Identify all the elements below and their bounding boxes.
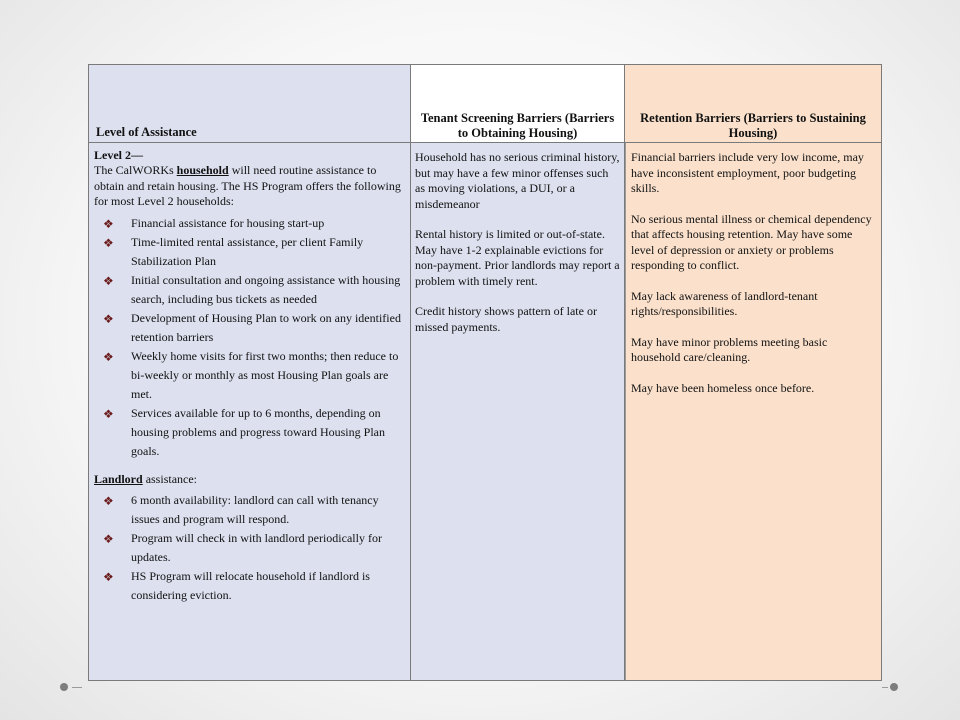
retention-text bbox=[631, 150, 877, 396]
level-intro bbox=[94, 163, 404, 210]
landlord-word: Landlord bbox=[94, 471, 143, 486]
retention-paragraph: No serious mental illness or chemical dependency that affects housing retention. May have some level of depression or anxiety or problems responding to conflict. bbox=[631, 211, 872, 272]
footer-rule-right bbox=[882, 687, 888, 688]
household-service-item-text: Services available for up to 6 months, depending on housing problems and progress toward Housing Plan goals. bbox=[131, 405, 385, 458]
header-retention bbox=[625, 65, 881, 143]
paragraph-gap bbox=[415, 212, 620, 227]
household-service-item bbox=[94, 214, 404, 233]
retention-paragraph: May have minor problems meeting basic household care/cleaning. bbox=[631, 334, 828, 364]
tenant-screening-paragraph: Rental history is limited or out-of-state. May have 1-2 explainable evictions for non-payment. Prior landlords may report a problem with timely rent. bbox=[415, 227, 620, 288]
landlord-service-item bbox=[94, 491, 404, 529]
household-service-item bbox=[94, 347, 404, 404]
retention-paragraph: Financial barriers include very low income, may have inconsistent employment, poor budgeting skills. bbox=[631, 150, 864, 195]
diamond-bullet-icon: ❖ bbox=[103, 349, 114, 364]
landlord-heading bbox=[94, 472, 404, 488]
household-service-item-text: Time-limited rental assistance, per client Family Stabilization Plan bbox=[131, 234, 364, 268]
paragraph-gap bbox=[631, 320, 877, 335]
intro-household: household bbox=[176, 163, 229, 177]
household-service-item bbox=[94, 271, 404, 309]
header-tenant-screening bbox=[411, 65, 625, 143]
household-service-item bbox=[94, 233, 404, 271]
household-service-item bbox=[94, 404, 404, 461]
tenant-screening-cell bbox=[411, 143, 625, 680]
left-slide-dot bbox=[60, 683, 68, 691]
retention-paragraph: May lack awareness of landlord-tenant rights/responsibilities. bbox=[631, 288, 818, 318]
diamond-bullet-icon: ❖ bbox=[103, 406, 114, 421]
household-service-item-text: Financial assistance for housing start-up bbox=[131, 215, 325, 230]
landlord-service-item bbox=[94, 567, 404, 605]
landlord-services-list bbox=[94, 491, 404, 605]
tenant-screening-paragraph: Credit history shows pattern of late or missed payments. bbox=[415, 304, 597, 334]
intro-suffix: will need routine assistance to obtain and retain housing. The HS Program offers the following for most Level 2 households: bbox=[94, 163, 401, 208]
landlord-service-item-text: HS Program will relocate household if landlord is considering eviction. bbox=[131, 569, 370, 602]
household-service-item-text: Development of Housing Plan to work on any identified retention barriers bbox=[131, 310, 401, 344]
household-service-item bbox=[94, 309, 404, 347]
landlord-service-item-text: Program will check in with landlord periodically for updates. bbox=[131, 531, 382, 564]
paragraph-gap bbox=[415, 289, 620, 304]
landlord-suffix: assistance: bbox=[142, 471, 198, 486]
household-service-item-text: Initial consultation and ongoing assistance with housing search, including bus tickets as needed bbox=[131, 272, 401, 306]
diamond-bullet-icon: ❖ bbox=[103, 494, 114, 508]
footer-rule-left bbox=[72, 687, 82, 688]
diamond-bullet-icon: ❖ bbox=[103, 570, 114, 584]
paragraph-gap bbox=[631, 366, 877, 381]
retention-paragraph: May have been homeless once before. bbox=[631, 380, 815, 395]
header-level-label: Level of Assistance bbox=[96, 125, 197, 139]
intro-prefix: The CalWORKs bbox=[94, 163, 177, 177]
diamond-bullet-icon: ❖ bbox=[103, 235, 114, 250]
level-title: Level 2— bbox=[94, 148, 143, 162]
diamond-bullet-icon: ❖ bbox=[103, 311, 114, 326]
household-service-item-text: Weekly home visits for first two months; then reduce to bi-weekly or monthly as most Housing Plan goals are met. bbox=[131, 348, 399, 401]
retention-cell bbox=[625, 143, 881, 680]
diamond-bullet-icon: ❖ bbox=[103, 273, 114, 288]
tenant-screening-text bbox=[415, 150, 620, 335]
diamond-bullet-icon: ❖ bbox=[103, 532, 114, 546]
landlord-service-item-text: 6 month availability: landlord can call with tenancy issues and program will respond. bbox=[131, 493, 379, 526]
tenant-screening-paragraph: Household has no serious criminal history, but may have a few minor offenses such as moving violations, a DUI, or a misdemeanor bbox=[415, 150, 620, 211]
paragraph-gap bbox=[631, 274, 877, 289]
diamond-bullet-icon: ❖ bbox=[103, 216, 114, 231]
landlord-service-item bbox=[94, 529, 404, 567]
paragraph-gap bbox=[631, 197, 877, 212]
level-cell bbox=[89, 143, 411, 680]
household-services-list bbox=[94, 214, 404, 461]
header-level-of-assistance bbox=[89, 65, 411, 143]
assistance-table bbox=[88, 64, 882, 681]
header-retention-label: Retention Barriers (Barriers to Sustaining Housing) bbox=[640, 111, 866, 140]
header-tenant-label: Tenant Screening Barriers (Barriers to Obtaining Housing) bbox=[420, 111, 615, 140]
right-slide-dot bbox=[890, 683, 898, 691]
